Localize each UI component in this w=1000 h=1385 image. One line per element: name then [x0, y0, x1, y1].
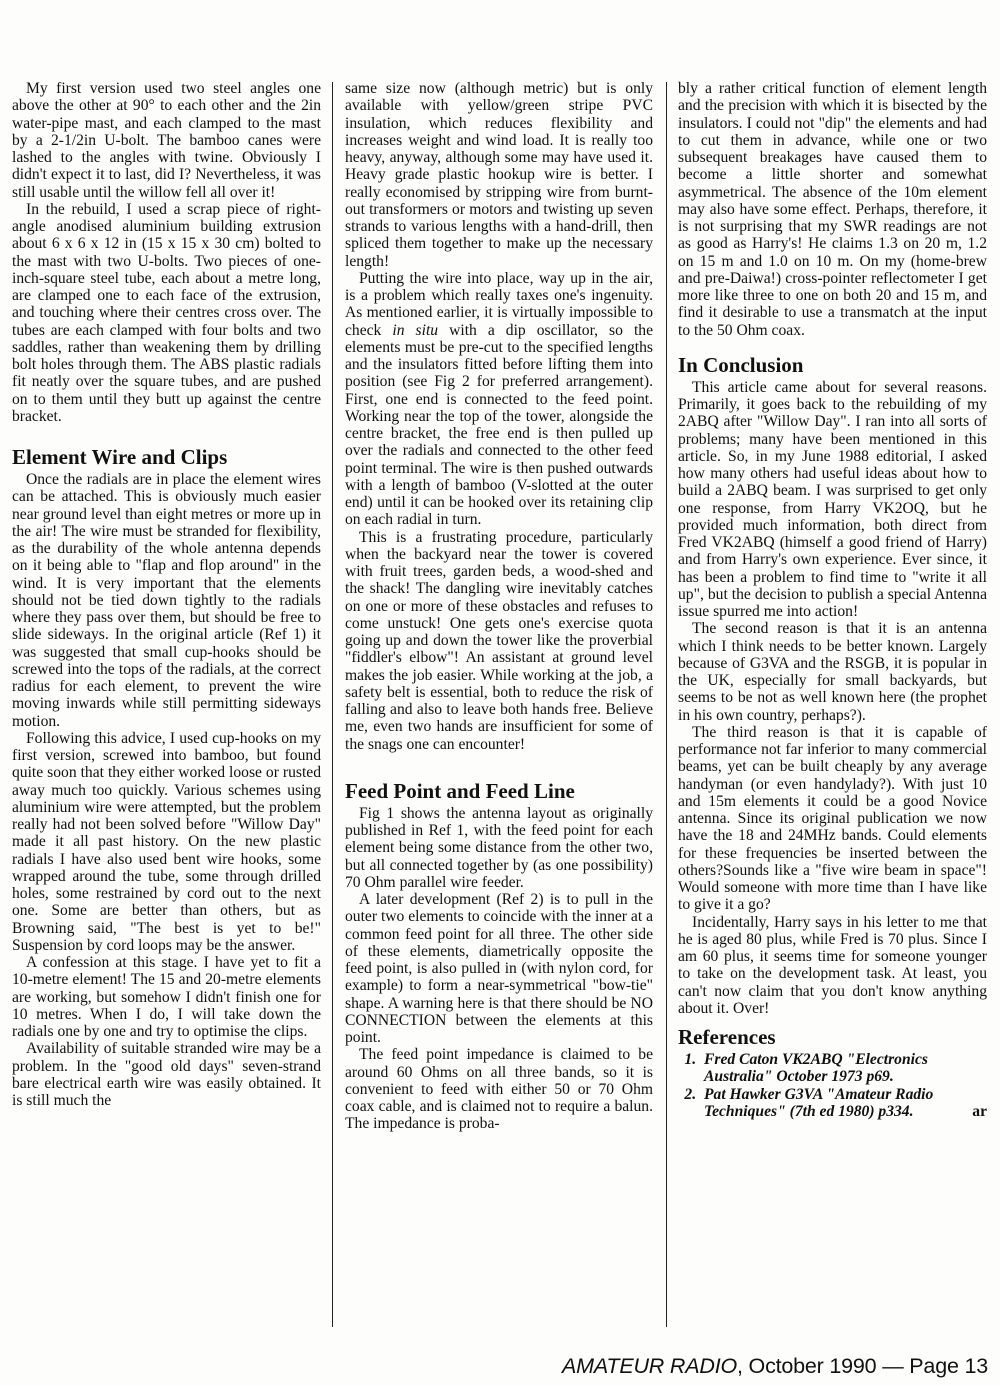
paragraph: My first version used two steel angles one above the other at 90° to each other and the 2in water-pipe mast, and each clamped to the mast by a 2-1/2in U-bolt. The bamboo canes were lashed to the angles with twine. Obviously I didn't expect it to last, did I? Nevertheless, it was still usable until the willow fell all over it!: [12, 80, 321, 201]
paragraph: A later development (Ref 2) is to pull in the outer two elements to coincide with the inner at a common feed point for all three. The other side of these elements, diametrically opposite the feed point, is also pulled in (with nylon cord, for example) to form a near-symmetrical "bow-tie" shape. A warning here is that there should be NO CONNECTION between the elements at this point.: [345, 891, 653, 1046]
paragraph: The second reason is that it is an antenna which I think needs to be better known. Largely because of G3VA and the RSGB, it is popular in the UK, especially for small backyards, but seems to be not as well known here (the prophet in his own country, perhaps?).: [678, 620, 987, 724]
magazine-name: AMATEUR RADIO: [562, 1354, 738, 1378]
text-run: with a dip oscillator, so the elements must be pre-cut to the specified lengths and the insulators fitted before lifting them into position (see Fig 2 for preferred arrangement). First, one end is connected to the feed point. Working near the top of the tower, alongside the centre bracket, the free end is then pulled up over the radials and connected to the other feed point terminal. The wire is then pushed outwards with a length of bamboo (V-slotted at the outer end) until it can be hooked over its retaining clip on each radial in turn.: [345, 321, 653, 529]
section-heading-feed-point: Feed Point and Feed Line: [345, 778, 575, 803]
paragraph: [345, 270, 653, 529]
paragraph: A confession at this stage. I have yet to fit a 10-metre element! The 15 and 20-metre elements are working, but somehow I didn't finish one for 10 metres. When I do, I will take down the radials one by one and try to optimise the clips.: [12, 954, 321, 1040]
italic-text: in situ: [392, 321, 439, 339]
paragraph: same size now (although metric) but is only available with yellow/green stripe PVC insulation, which reduces flexibility and increases weight and wind load. It is really too heavy, anyway, although some may have used it. Heavy grade plastic hookup wire is better. I really economised by stripping wire from burnt-out transformers or motors and twisting up seven strands to various lengths with a hand-drill, then spliced them together to make up the necessary length!: [345, 80, 653, 270]
column-1: [12, 80, 321, 1109]
paragraph: This article came about for several reasons. Primarily, it goes back to the rebuilding of my 2ABQ after "Willow Day". I ran into all sorts of problems; many have been mentioned in this article. So, in my June 1988 editorial, I asked how many others had useful ideas about how to build a 2ABQ beam. I was surprised to get only one response, from Harry VK2OQ, but he provided much information, both direct from Fred VK2ABQ (himself a good friend of Harry) and from Harry's own experience. Ever since, it has been a problem to find time to "write it all up", but the decision to publish a special Antenna issue spurred me into action!: [678, 378, 987, 620]
paragraph: Incidentally, Harry says in his letter to me that he is aged 80 plus, while Fred is 70 plus. Since I am 60 plus, it seems time for someone younger to take on the development task. At least, you can't now claim that you don't know anything about it. Over!: [678, 913, 987, 1017]
column-divider-left: [332, 82, 333, 1327]
paragraph: Once the radials are in place the element wires can be attached. This is obviously much easier near ground level than eight metres or more up in the air! The wire must be stranded for flexibility, as the durability of the whole antenna depends on it being able to "flap and flop around" in the wind. It is very important that the elements should not be tied down tightly to the radials where they pass over them, but should be free to slide sideways. In the original article (Ref 1) it was suggested that small cup-hooks should be screwed into the tops of the radials, at the correct radius for each element, to prevent the wire moving inwards while still permitting sideways motion.: [12, 471, 321, 730]
column-divider-right: [666, 82, 667, 1327]
column-3: [678, 80, 987, 1120]
issue-date-page: , October 1990 — Page 13: [737, 1354, 988, 1378]
paragraph: Following this advice, I used cup-hooks on my first version, screwed into bamboo, but found quite soon that they either worked loose or rusted away much too quickly. Various schemes using aluminium wire were attempted, but the problem really had not been solved before "Willow Day" made it all past history. On the new plastic radials I have also used bent wire hooks, some wrapped around the tube, some through drilled holes, some restrained by cord out to the next one. Some are better than others, but as Browning said, "The best is yet to be!" Suspension by cord loops may be the answer.: [12, 729, 321, 954]
page-footer: [562, 1353, 988, 1379]
paragraph: bly a rather critical function of element length and the precision with which it is bisected by the insulators. I could not "dip" the elements and had to cut them in advance, while one or two subsequent breakages have caused them to become a little shorter and somewhat asymmetrical. The absence of the 10m element may also have some effect. Perhaps, therefore, it is not surprising that my SWR readings are not as good as Harry's! He claims 1.3 on 20 m, 1.2 on 15 m and 1.0 on 10 m. On my (home-brew and pre-Daiwa!) cross-pointer reflectometer I get more like three to one on both 20 and 15 m, and find it desirable to use a transmatch at the input to the 50 Ohm coax.: [678, 80, 987, 339]
reference-item: 1. Fred Caton VK2ABQ "Electronics Australia" October 1973 p69.: [700, 1051, 987, 1086]
paragraph: This is a frustrating procedure, particularly when the backyard near the tower is covered with fruit trees, garden beds, a wood-shed and the shack! The dangling wire inevitably catches on one or more of these obstacles and refuses to come unstuck! One gets one's exercise quota going up and down the tower like the proverbial "fiddler's elbow"! An assistant at ground level makes the job easier. While working at the job, a safety belt is essential, both to reduce the risk of falling and also to leave both hands free. Believe me, even two hands are insufficient for some of the snags one can encounter!: [345, 528, 653, 753]
paragraph: The feed point impedance is claimed to be around 60 Ohms on all three bands, so it is convenient to feed with either 50 or 70 Ohm coax cable, and is claimed not to require a balun. The impedance is proba-: [345, 1046, 653, 1133]
paragraph: Availability of suitable stranded wire may be a problem. In the "good old days" seven-strand bare electrical earth wire was easily obtained. It is still much the: [12, 1040, 321, 1109]
column-2: [345, 80, 653, 1133]
end-mark: ar: [972, 1102, 987, 1120]
section-heading-conclusion: In Conclusion: [678, 352, 804, 377]
references-list: [678, 1051, 987, 1120]
paragraph: The third reason is that it is capable of performance not far inferior to many commercial beams, yet can be built cheaply by any average handyman (or even handylady?). With just 10 and 15m elements it could be a good Novice antenna. Since its original publication we now have the 18 and 24MHz bands. Could elements for these frequencies be inserted between the others?Sounds like a "five wire beam in space"! Would someone with more time than I have like to give it a go?: [678, 723, 987, 914]
reference-item: [700, 1086, 987, 1121]
text-run: Putting the wire into place, way up in the air, is a problem which really taxes one's ingenuity. As mentioned earlier, it is virtually impossible to check: [345, 269, 653, 339]
paragraph: Fig 1 shows the antenna layout as originally published in Ref 1, with the feed point for each element being some distance from the other two, but all connected together by (as one possibility) 70 Ohm parallel wire feeder.: [345, 804, 653, 891]
paragraph: In the rebuild, I used a scrap piece of right-angle anodised aluminium building extrusion about 6 x 6 x 12 in (15 x 15 x 30 cm) bolted to the mast with two U-bolts. Two pieces of one-inch-square steel tube, each about a metre long, are clamped one to each face of the extrusion, and touching where their centres cross over. The tubes are each clamped with four bolts and two saddles, rather than weakening them by drilling bolt holes through them. The ABS plastic radials fit neatly over the square tubes, and are pushed on to them until they butt up against the centre bracket.: [12, 200, 321, 425]
reference-text: Pat Hawker G3VA "Amateur Radio Techniques" (7th ed 1980) p334.: [704, 1085, 934, 1120]
section-heading-references: References: [678, 1025, 776, 1049]
section-heading-element-wire: Element Wire and Clips: [12, 445, 228, 469]
